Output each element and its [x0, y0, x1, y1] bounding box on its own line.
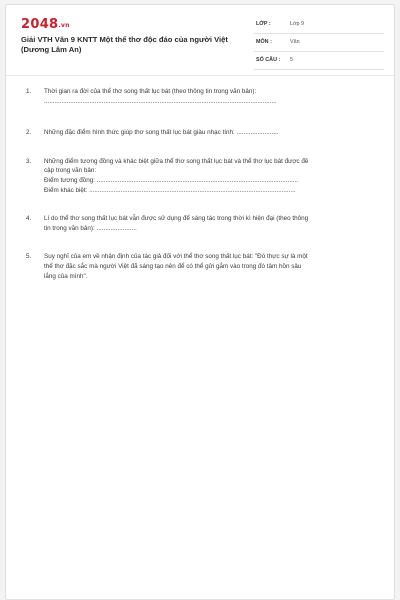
meta-class-row — [254, 16, 384, 34]
question-text: Những đặc điểm hình thức giúp thơ song thất lục bát giàu nhạc tính: ........................ — [44, 129, 279, 137]
question-list — [20, 87, 382, 281]
answer-blank-similarities: Điểm tương đồng: ................................................................................................................... — [44, 176, 298, 184]
question-item — [20, 128, 382, 138]
question-text: Những điểm tương đồng và khác biệt giữa thể thơ song thất lục bát và thể thơ lục bát được đề — [44, 157, 309, 165]
question-number: 1. — [26, 88, 32, 95]
subject-value: Văn — [290, 39, 300, 45]
subject-label: MÔN : — [256, 39, 272, 45]
class-label: LỚP : — [256, 21, 271, 27]
answer-blank: ..................................................................................................................................... — [44, 97, 277, 105]
worksheet-page — [5, 4, 395, 600]
question-text: Thời gian ra đời của thể thơ song thất lục bát (theo thông tin trong văn bản): — [44, 88, 257, 95]
answer-blank-differences: Điểm khác biệt: ...................................................................................................................... — [44, 186, 296, 194]
question-item — [20, 214, 382, 233]
question-text: lắng của mình". — [44, 272, 88, 280]
site-logo[interactable]: 2048.vn — [21, 17, 70, 32]
meta-info — [254, 16, 384, 70]
worksheet-header — [6, 5, 394, 76]
question-number: 5. — [26, 253, 32, 261]
question-text: thể thơ đặc sắc mà người Việt đã sáng tạo nên để có thể gửi gắm vào trong đó tâm hồn sâu — [44, 262, 302, 270]
document-title: Giải VTH Văn 9 KNTT Một thể thơ độc đáo của người Việt (Dương Lâm An) — [21, 35, 228, 54]
question-number: 2. — [26, 129, 32, 137]
meta-subject-row — [254, 34, 384, 52]
question-text: Lí do thể thơ song thất lục bát vẫn được sử dụng để sáng tác trong thời kì hiện đại (theo thông — [44, 215, 309, 223]
question-text: Suy nghĩ của em về nhận định của tác giả đối với thể thơ song thất lục bát: "Đó thực sự là một — [44, 253, 308, 261]
question-number: 3. — [26, 157, 32, 165]
question-number: 4. — [26, 215, 32, 223]
question-item — [20, 87, 382, 106]
question-count-value: 5 — [290, 57, 293, 63]
question-text: cập trong văn bản: — [44, 167, 97, 175]
question-text: tin trong văn bản): ....................... — [44, 224, 137, 232]
question-item — [20, 157, 382, 195]
class-value: Lớp 9 — [290, 21, 305, 27]
question-count-label: SỐ CÂU : — [256, 57, 281, 63]
question-item — [20, 252, 382, 281]
meta-count-row — [254, 52, 384, 70]
